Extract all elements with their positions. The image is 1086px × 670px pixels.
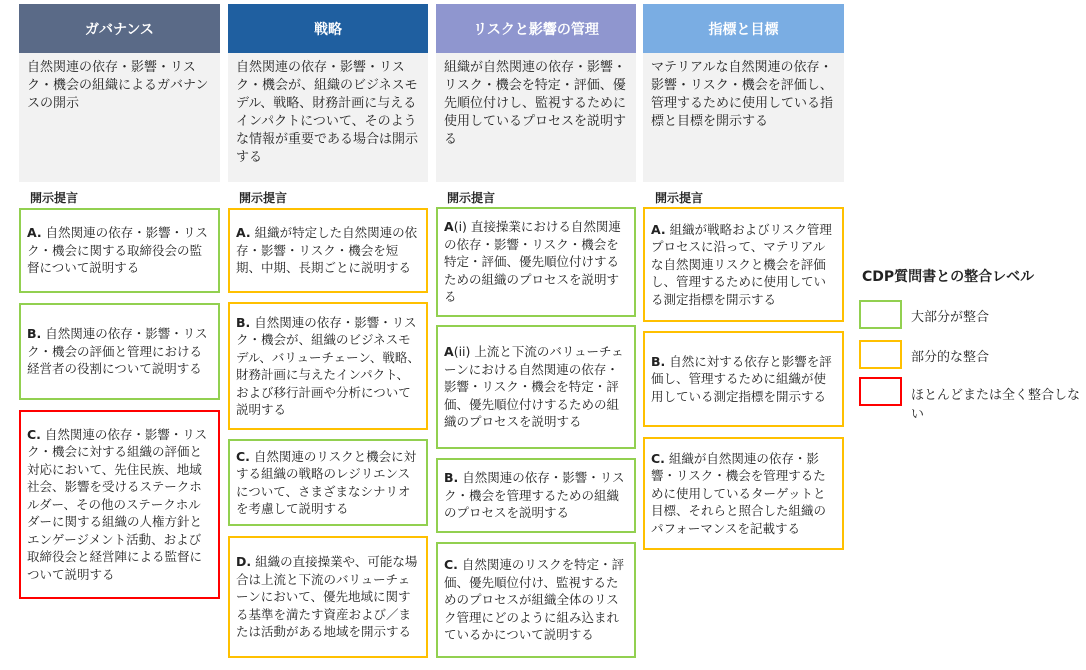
recommendation-box: A(i) 直接操業における自然関連の依存・影響・リスク・機会を特定・評価、優先順位付けするための組織のプロセスを説明する	[436, 207, 636, 317]
recommendation-box: A. 自然関連の依存・影響・リスク・機会に関する取締役会の監督について説明する	[19, 208, 220, 293]
recommendation-box: B. 自然に対する依存と影響を評価し、管理するために組織が使用している測定指標を開示する	[643, 331, 844, 427]
description-governance: 自然関連の依存・影響・リスク・機会の組織によるガバナンスの開示	[19, 53, 220, 182]
legend-swatch-orange	[859, 340, 902, 369]
recommendation-box: B. 自然関連の依存・影響・リスク・機会を管理するための組織のプロセスを説明する	[436, 458, 636, 533]
recommendation-box: A(ii) 上流と下流のバリューチェーンにおける自然関連の依存・影響・リスク・機会を特定・評価、優先順位付けするための組織のプロセスを説明する	[436, 325, 636, 449]
recommendation-box: C. 自然関連の依存・影響・リスク・機会に対する組織の評価と対応において、先住民族、地域社会、影響を受けるステークホルダー、その他のステークホルダーに関する組織の人権方針とエンゲージメント活動、および取締役会と経営陣による監督について説明する	[19, 410, 220, 599]
legend-swatch-green	[859, 300, 902, 329]
description-strategy: 自然関連の依存・影響・リスク・機会が、組織のビジネスモデル、戦略、財務計画に与えるインパクトについて、そのような情報が重要である場合は開示する	[228, 53, 428, 182]
header-metrics-targets: 指標と目標	[643, 4, 844, 53]
legend-title: CDP質問書との整合レベル	[862, 269, 1035, 285]
recommendation-box: C. 自然関連のリスクを特定・評価、優先順位付け、監視するためのプロセスが組織全体のリスク管理にどのように組み込まれているかについて説明する	[436, 542, 636, 658]
recommendation-box: D. 組織の直接操業や、可能な場合は上流と下流のバリューチェーンにおいて、優先地域に関する基準を満たす資産および／または活動がある地域を開示する	[228, 536, 428, 658]
legend-label: ほとんどまたは全く整合しない	[911, 388, 1081, 422]
recommendations-label: 開示提言	[239, 191, 288, 205]
recommendations-label: 開示提言	[655, 191, 704, 205]
description-metrics-targets: マテリアルな自然関連の依存・影響・リスク・機会を評価し、管理するために使用している指標と目標を開示する	[643, 53, 844, 182]
recommendation-box: B. 自然関連の依存・影響・リスク・機会が、組織のビジネスモデル、バリューチェーン、戦略、財務計画に与えたインパクト、および移行計画や分析について説明する	[228, 302, 428, 430]
recommendations-label: 開示提言	[30, 191, 79, 205]
recommendation-box: C. 自然関連のリスクと機会に対する組織の戦略のレジリエンスについて、さまざまなシナリオを考慮して説明する	[228, 439, 428, 526]
header-governance: ガバナンス	[19, 4, 220, 53]
recommendation-box: A. 組織が戦略およびリスク管理プロセスに沿って、マテリアルな自然関連リスクと機会を評価し、管理するために使用している測定指標を開示する	[643, 207, 844, 322]
description-risk-management: 組織が自然関連の依存・影響・リスク・機会を特定・評価、優先順位付けし、監視するために使用しているプロセスを説明する	[436, 53, 636, 182]
header-risk-management: リスクと影響の管理	[436, 4, 636, 53]
recommendation-box: C. 組織が自然関連の依存・影響・リスク・機会を管理するために使用しているターゲットと目標、それらと照合した組織のパフォーマンスを記載する	[643, 437, 844, 550]
legend-label: 部分的な整合	[911, 350, 990, 365]
recommendations-label: 開示提言	[447, 191, 496, 205]
recommendation-box: A. 組織が特定した自然関連の依存・影響・リスク・機会を短期、中期、長期ごとに説明する	[228, 208, 428, 293]
legend-swatch-red	[859, 377, 902, 406]
recommendation-box: B. 自然関連の依存・影響・リスク・機会の評価と管理における経営者の役割について説明する	[19, 303, 220, 400]
legend-label: 大部分が整合	[911, 310, 990, 325]
header-strategy: 戦略	[228, 4, 428, 53]
